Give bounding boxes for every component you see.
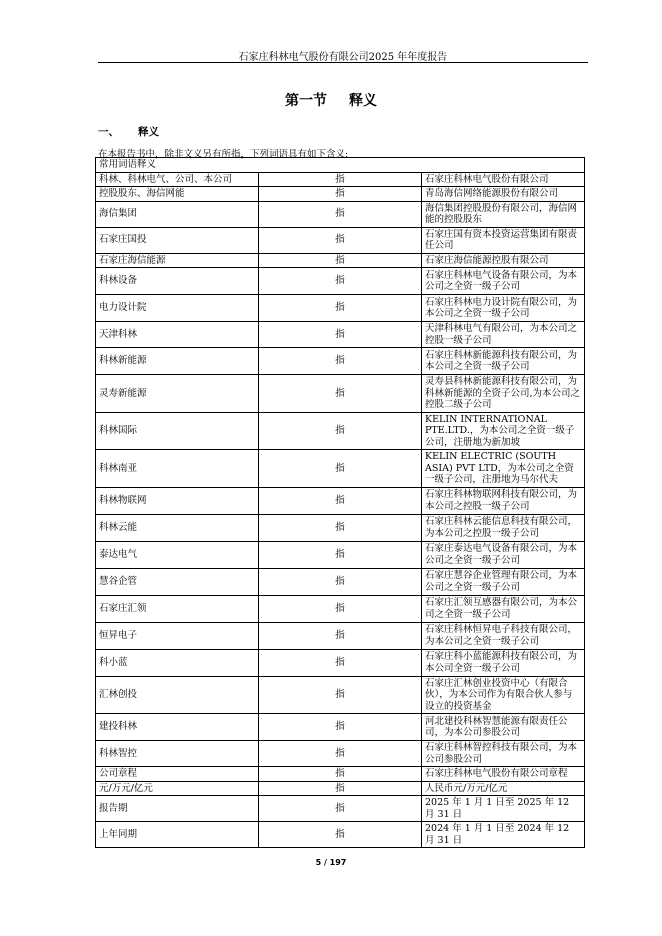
term-cell: 科林南亚 (96, 450, 259, 488)
table-row (96, 595, 585, 622)
definition-cell: 石家庄科林云能信息科技有限公司，为本公司之控股一级子公司 (422, 514, 585, 541)
table-group-header-row (96, 158, 585, 173)
term-cell: 建投科林 (96, 714, 259, 741)
table-row (96, 649, 585, 676)
table-row (96, 796, 585, 822)
term-cell: 控股股东、海信网能 (96, 187, 259, 202)
definitions-table (95, 157, 585, 848)
table-row (96, 514, 585, 541)
term-cell: 科林、科林电气、公司、本公司 (96, 172, 259, 187)
term-cell: 电力设计院 (96, 295, 259, 322)
definition-cell: 石家庄国有资本投资运营集团有限责任公司 (422, 227, 585, 253)
table-row (96, 714, 585, 741)
table-row (96, 450, 585, 488)
term-cell: 慧谷企管 (96, 568, 259, 595)
zhi-cell: 指 (259, 201, 422, 227)
table-row (96, 487, 585, 514)
sub-heading-number: 一、 (98, 126, 119, 138)
definition-cell: 人民币元/万元/亿元 (422, 781, 585, 796)
zhi-cell: 指 (259, 568, 422, 595)
zhi-cell: 指 (259, 514, 422, 541)
page-number: 5 / 197 (315, 858, 347, 867)
section-title (0, 90, 662, 110)
definition-cell: 石家庄科小蓝能源科技有限公司，为本公司全资一级子公司 (422, 649, 585, 676)
term-cell: 天津科林 (96, 322, 259, 348)
intro-text: 在本报告书中，除非文义另有所指，下列词语具有如下含义: (98, 149, 349, 160)
table-row (96, 568, 585, 595)
zhi-cell: 指 (259, 676, 422, 714)
definition-cell: KELIN INTERNATIONAL PTE.LTD.，为本公司之全资一级子公司，注册地为新加坡 (422, 412, 585, 450)
term-cell: 科林物联网 (96, 487, 259, 514)
zhi-cell: 指 (259, 781, 422, 796)
table-row (96, 172, 585, 187)
table-row (96, 268, 585, 295)
term-cell: 科林云能 (96, 514, 259, 541)
definition-cell: 石家庄科林电气设备有限公司，为本公司之全资一级子公司 (422, 268, 585, 295)
zhi-cell: 指 (259, 822, 422, 848)
zhi-cell: 指 (259, 253, 422, 268)
zhi-cell: 指 (259, 187, 422, 202)
zhi-cell: 指 (259, 412, 422, 450)
zhi-cell: 指 (259, 172, 422, 187)
term-cell: 石家庄国投 (96, 227, 259, 253)
zhi-cell: 指 (259, 649, 422, 676)
definition-cell: 石家庄科林新能源科技有限公司，为本公司之全资一级子公司 (422, 348, 585, 375)
zhi-cell: 指 (259, 622, 422, 649)
term-cell: 科林新能源 (96, 348, 259, 375)
definition-cell: 石家庄科林恒昇电子科技有限公司，为本公司之全资一级子公司 (422, 622, 585, 649)
definition-cell: 石家庄科林电气股份有限公司章程 (422, 767, 585, 782)
definition-cell: 石家庄慧谷企业管理有限公司，为本公司之全资一级子公司 (422, 568, 585, 595)
definition-cell: 青岛海信网络能源股份有限公司 (422, 187, 585, 202)
table-row (96, 187, 585, 202)
term-cell: 石家庄海信能源 (96, 253, 259, 268)
definition-cell: 天津科林电气有限公司，为本公司之控股一级子公司 (422, 322, 585, 348)
definition-cell: 石家庄科林电气股份有限公司 (422, 172, 585, 187)
definition-cell: 石家庄汇林创业投资中心（有限合伙），为本公司作为有限合伙人参与设立的投资基金 (422, 676, 585, 714)
zhi-cell: 指 (259, 450, 422, 488)
definition-cell: 石家庄泰达电气设备有限公司，为本公司之全资一级子公司 (422, 541, 585, 568)
table-row (96, 348, 585, 375)
section-part: 第一节 (285, 93, 327, 109)
table-row (96, 676, 585, 714)
definition-cell: 石家庄海信能源控股有限公司 (422, 253, 585, 268)
table-row (96, 622, 585, 649)
definition-cell: 石家庄汇领互感器有限公司，为本公司之全资一级子公司 (422, 595, 585, 622)
table-row (96, 322, 585, 348)
table-row (96, 295, 585, 322)
table-row (96, 541, 585, 568)
term-cell: 科林智控 (96, 741, 259, 767)
definition-cell: 灵寿县科林新能源科技有限公司，为科林新能源的全资子公司,为本公司之控股二级子公司 (422, 375, 585, 413)
zhi-cell: 指 (259, 487, 422, 514)
term-cell: 科林设备 (96, 268, 259, 295)
definition-cell: 海信集团控股股份有限公司，海信网能的控股股东 (422, 201, 585, 227)
table-row (96, 822, 585, 848)
definition-cell: 石家庄科林电力设计院有限公司，为本公司之全资一级子公司 (422, 295, 585, 322)
term-cell: 恒昇电子 (96, 622, 259, 649)
term-cell: 灵寿新能源 (96, 375, 259, 413)
term-cell: 海信集团 (96, 201, 259, 227)
zhi-cell: 指 (259, 375, 422, 413)
term-cell: 科小蓝 (96, 649, 259, 676)
term-cell: 汇林创投 (96, 676, 259, 714)
zhi-cell: 指 (259, 741, 422, 767)
definition-cell: 2025 年 1 月 1 日至 2025 年 12 月 31 日 (422, 796, 585, 822)
zhi-cell: 指 (259, 322, 422, 348)
term-cell: 石家庄汇领 (96, 595, 259, 622)
sub-heading-text: 释义 (138, 126, 159, 138)
zhi-cell: 指 (259, 767, 422, 782)
definition-cell: 石家庄科林物联网科技有限公司，为本公司之控股一级子公司 (422, 487, 585, 514)
table-group-header: 常用词语释义 (96, 158, 585, 173)
table-row (96, 412, 585, 450)
term-cell: 报告期 (96, 796, 259, 822)
term-cell: 科林国际 (96, 412, 259, 450)
zhi-cell: 指 (259, 541, 422, 568)
definition-cell: KELIN ELECTRIC (SOUTH ASIA) PVT LTD，为本公司之全资一级子公司，注册地为马尔代夫 (422, 450, 585, 488)
definition-cell: 石家庄科林智控科技有限公司，为本公司参股公司 (422, 741, 585, 767)
table-row (96, 781, 585, 796)
page-header: 石家庄科林电气股份有限公司2025 年年度报告 (238, 52, 448, 63)
definition-cell: 2024 年 1 月 1 日至 2024 年 12 月 31 日 (422, 822, 585, 848)
table-row (96, 767, 585, 782)
term-cell: 公司章程 (96, 767, 259, 782)
section-name: 释义 (349, 93, 377, 109)
zhi-cell: 指 (259, 796, 422, 822)
term-cell: 上年同期 (96, 822, 259, 848)
header-divider (98, 62, 588, 63)
sub-heading (98, 124, 159, 139)
table-row (96, 253, 585, 268)
zhi-cell: 指 (259, 227, 422, 253)
zhi-cell: 指 (259, 714, 422, 741)
table-row (96, 741, 585, 767)
term-cell: 泰达电气 (96, 541, 259, 568)
zhi-cell: 指 (259, 295, 422, 322)
zhi-cell: 指 (259, 595, 422, 622)
zhi-cell: 指 (259, 348, 422, 375)
zhi-cell: 指 (259, 268, 422, 295)
table-row (96, 375, 585, 413)
table-row (96, 227, 585, 253)
definition-cell: 河北建投科林智慧能源有限责任公司，为本公司参股公司 (422, 714, 585, 741)
table-row (96, 201, 585, 227)
term-cell: 元/万元/亿元 (96, 781, 259, 796)
